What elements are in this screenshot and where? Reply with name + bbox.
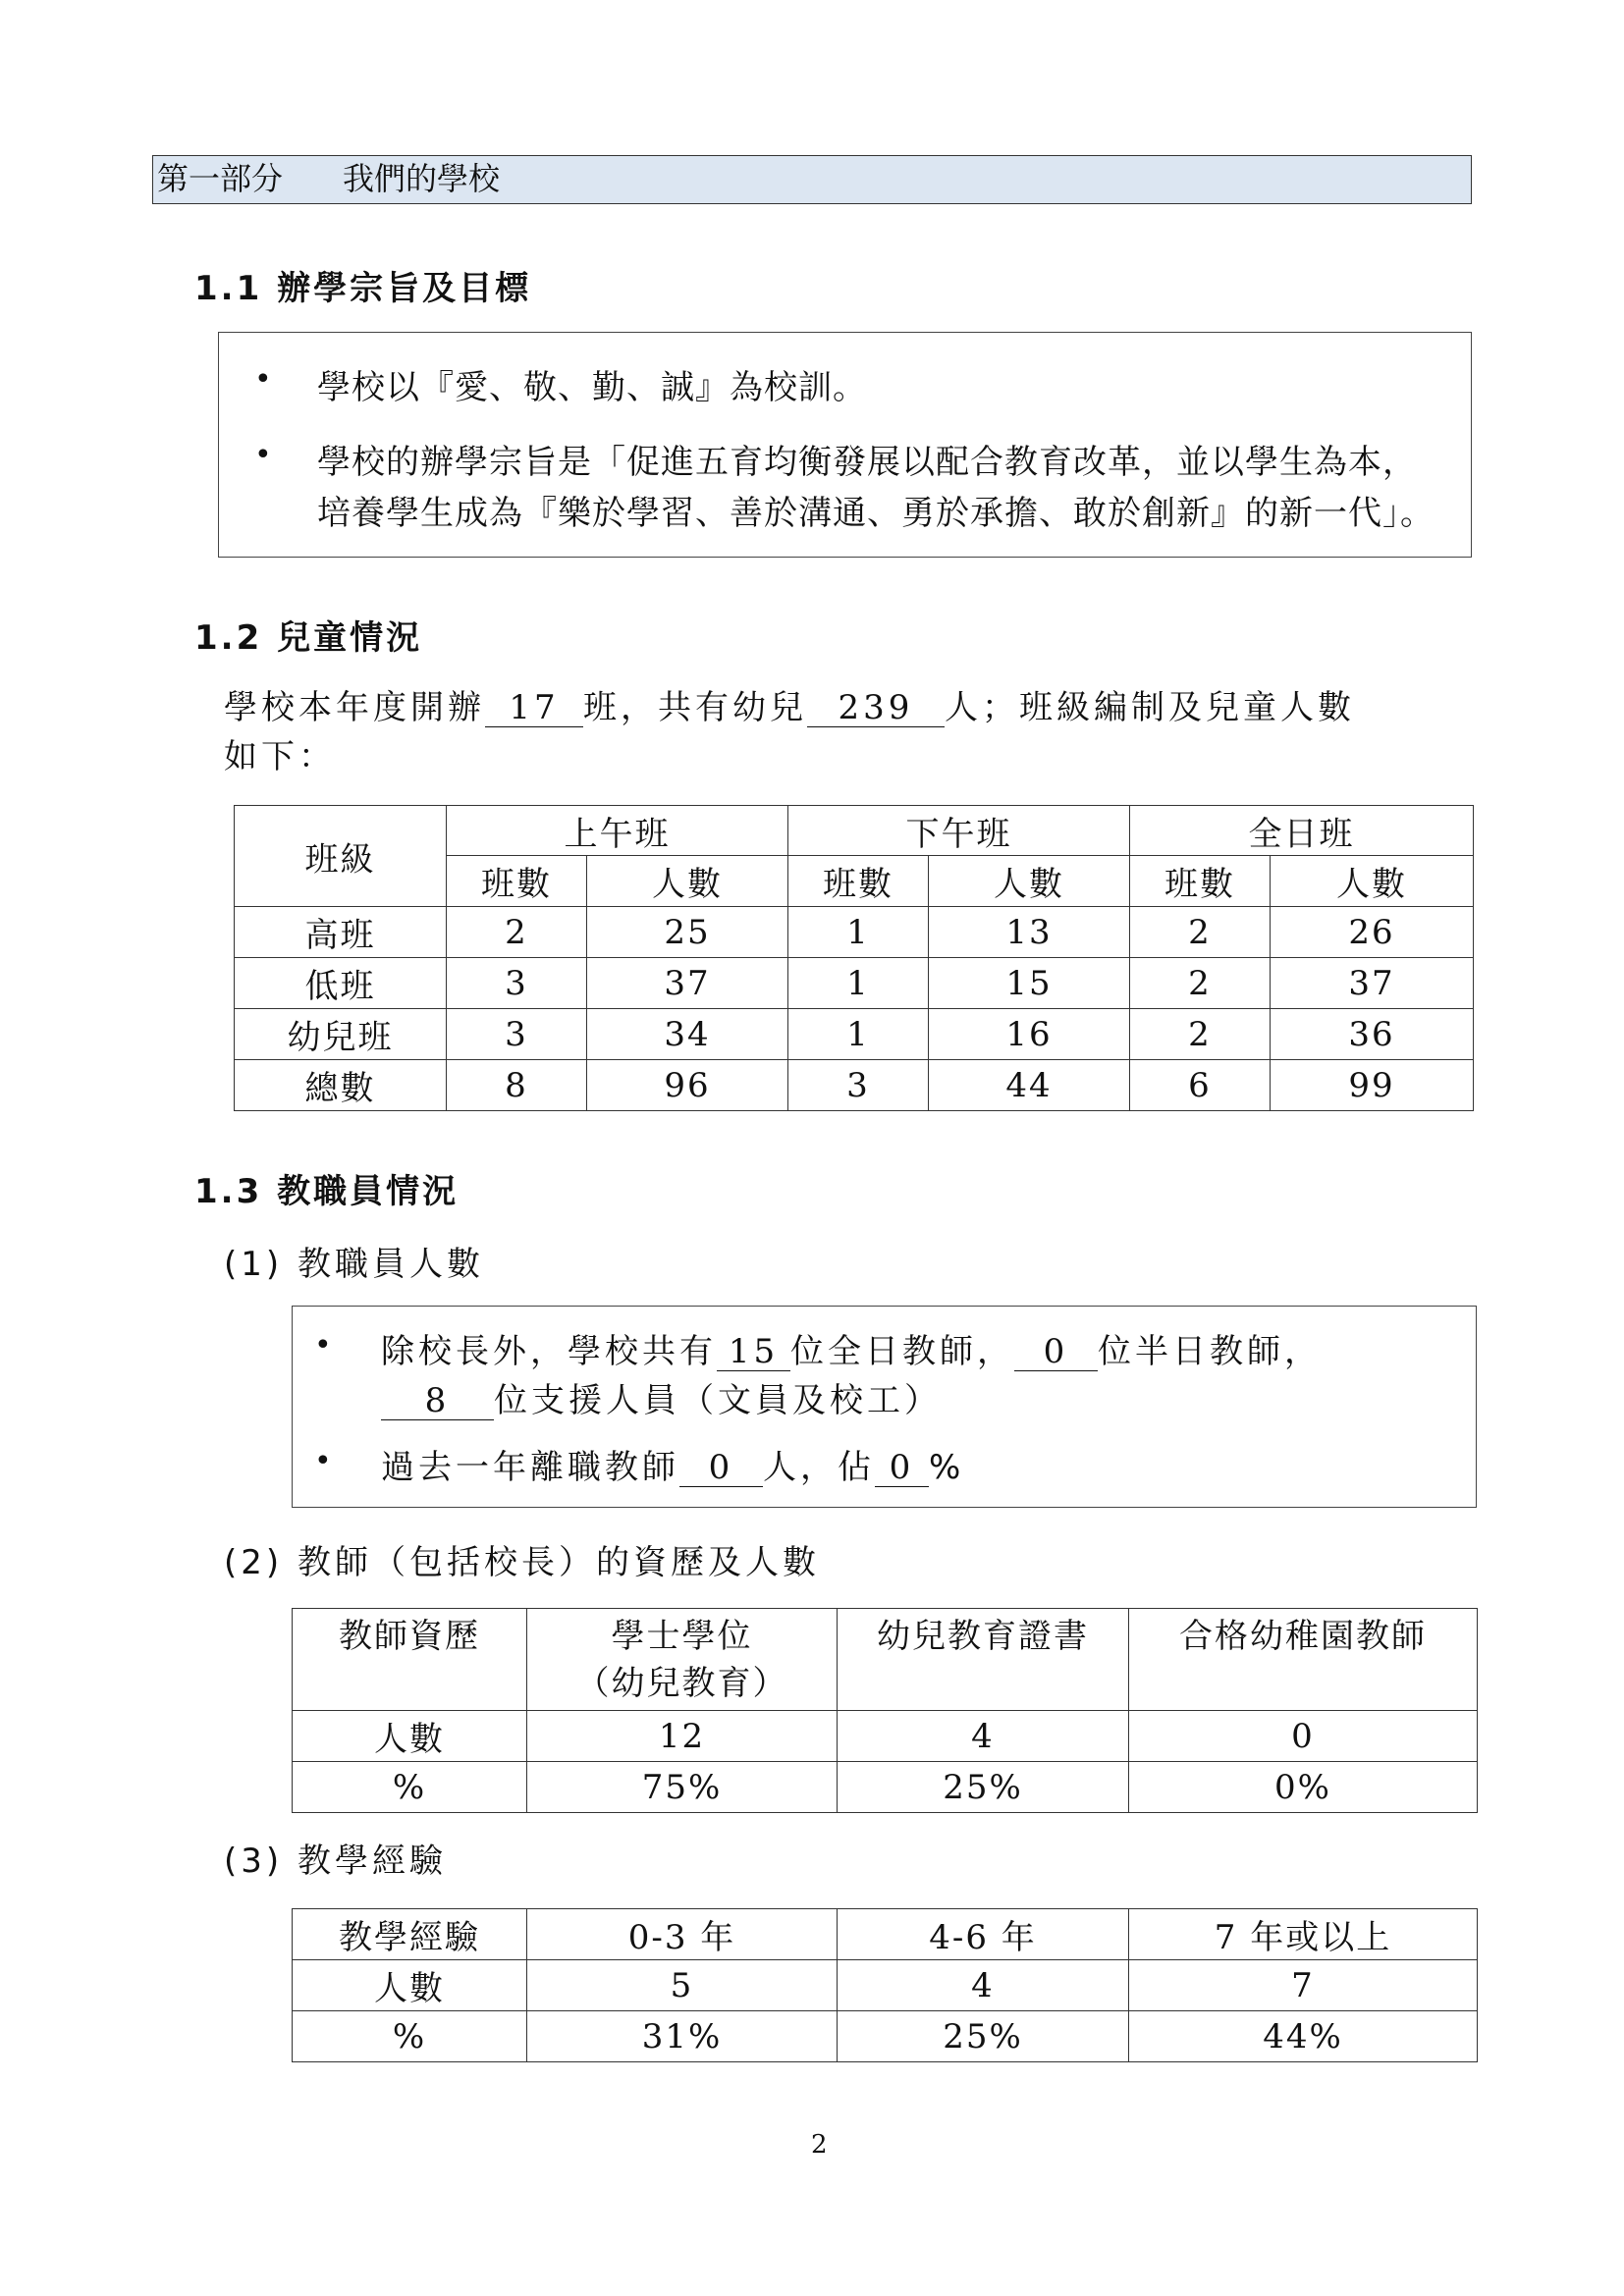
full-time-teachers: 15 (717, 1335, 790, 1371)
table-row: 低班 3 37 1 15 2 37 (235, 958, 1474, 1009)
mission-box (218, 332, 1472, 558)
section-1-3-title: 1.3 教職員情況 (194, 1172, 460, 1211)
section-1-2-title: 1.2 兒童情況 (194, 618, 423, 658)
table-row: 幼兒班 3 34 1 16 2 36 (235, 1009, 1474, 1060)
turnover-percent: 0 (875, 1451, 929, 1487)
part-title: 我們的學校 (343, 160, 501, 197)
subheader-children: 人數 (929, 856, 1130, 907)
children-count: 239 (807, 691, 945, 727)
section-1-1-title: 1.1 辦學宗旨及目標 (194, 269, 532, 308)
header-4-6-years: 4-6 年 (838, 1909, 1129, 1960)
qualification-table (292, 1608, 1478, 1813)
header-qualified-teacher: 合格幼稚園教師 (1129, 1609, 1478, 1711)
children-intro-line-2: 如下： (224, 737, 336, 776)
header-7-plus-years: 7 年或以上 (1129, 1909, 1478, 1960)
staff-line-1: 除校長外，學校共有 15 位全日教師， 0 位半日教師， (381, 1332, 1322, 1371)
bullet-dot: • (254, 362, 272, 397)
children-intro-line-1: 學校本年度開辦 17 班，共有幼兒 239 人；班級編制及兒童人數 (224, 688, 1355, 727)
subsection-staff-count: (1) 教職員人數 (224, 1245, 484, 1284)
header-pm: 下午班 (788, 806, 1130, 856)
support-staff: 8 (381, 1384, 494, 1420)
staff-line-2: 8 位支援人員（文員及校工） (381, 1373, 942, 1421)
header-qualification: 教師資歷 (293, 1609, 527, 1711)
header-full-day: 全日班 (1130, 806, 1474, 856)
children-table (234, 805, 1474, 1111)
header-degree: 學士學位 （幼兒教育） (527, 1609, 838, 1711)
subsection-experience: (3) 教學經驗 (224, 1842, 447, 1881)
experience-table (292, 1908, 1478, 2062)
header-0-3-years: 0-3 年 (527, 1909, 838, 1960)
subsection-qualifications: (2) 教師（包括校長）的資歷及人數 (224, 1543, 820, 1582)
classes-count: 17 (485, 691, 583, 727)
header-experience: 教學經驗 (293, 1909, 527, 1960)
subheader-children: 人數 (1271, 856, 1474, 907)
teachers-left: 0 (679, 1451, 763, 1487)
half-time-teachers: 0 (1014, 1335, 1098, 1371)
table-row-total: 總數 8 96 3 44 6 99 (235, 1060, 1474, 1111)
part-label: 第一部分 (157, 160, 284, 197)
subheader-classes: 班數 (788, 856, 929, 907)
part-header (152, 155, 1472, 204)
table-row: 人數 12 4 0 (293, 1711, 1478, 1762)
bullet-dot: • (254, 438, 272, 472)
staff-box (292, 1306, 1477, 1508)
header-class: 班級 (235, 806, 447, 907)
subheader-classes: 班數 (447, 856, 587, 907)
motto-text: 學校以『愛、敬、勤、誠』為校訓。 (317, 368, 867, 407)
header-am: 上午班 (447, 806, 788, 856)
table-row: % 31% 25% 44% (293, 2011, 1478, 2062)
table-row: 人數 5 4 7 (293, 1960, 1478, 2011)
mission-line-2: 培養學生成為『樂於學習、善於溝通、勇於承擔、敢於創新』的新一代」。 (317, 494, 1435, 533)
subheader-children: 人數 (587, 856, 788, 907)
subheader-classes: 班數 (1130, 856, 1271, 907)
header-certificate: 幼兒教育證書 (838, 1609, 1129, 1711)
table-row: % 75% 25% 0% (293, 1762, 1478, 1813)
staff-line-3: 過去一年離職教師 0 人，佔 0 % (381, 1448, 965, 1487)
page-number: 2 (811, 2130, 828, 2160)
bullet-dot: • (314, 1328, 332, 1362)
bullet-dot: • (314, 1444, 332, 1478)
table-row: 高班 2 25 1 13 2 26 (235, 907, 1474, 958)
mission-line-1: 學校的辦學宗旨是「促進五育均衡發展以配合教育改革，並以學生為本， (317, 443, 1417, 482)
